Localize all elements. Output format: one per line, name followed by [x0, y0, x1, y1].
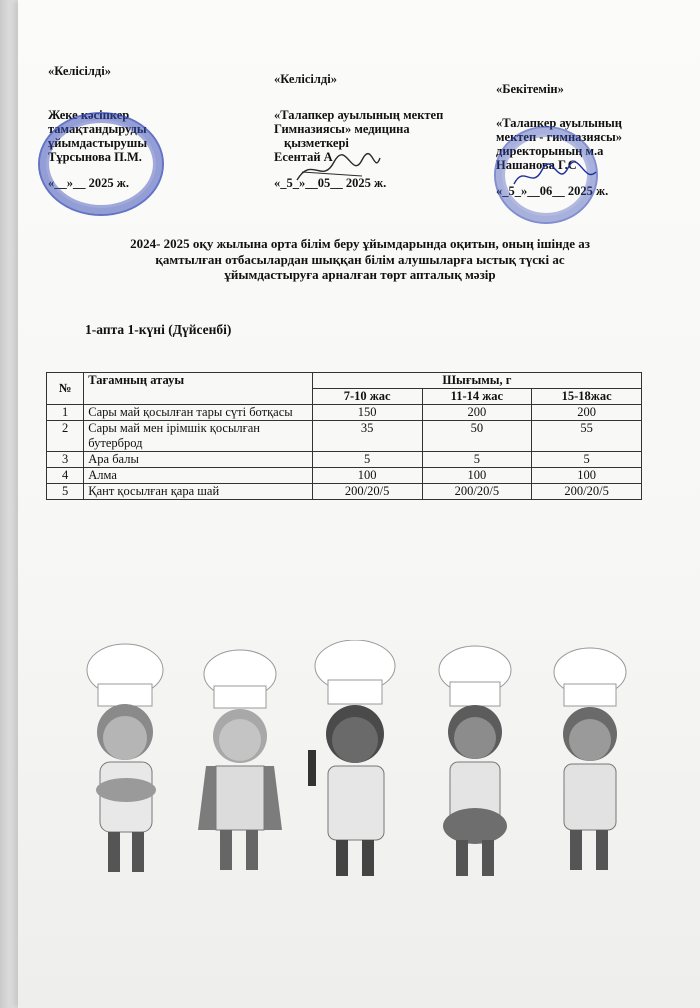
yield-value: 50 — [422, 421, 532, 452]
approval-line: Жеке кәсіпкер — [48, 108, 130, 122]
signature-medic — [292, 150, 382, 190]
chef-child-2 — [198, 650, 282, 870]
yield-value: 5 — [422, 452, 532, 468]
menu-table — [46, 372, 642, 500]
age-group-header: 11-14 жас — [422, 389, 532, 405]
col-header-name: Тағамның атауы — [84, 373, 313, 405]
dish-name: Ара балы — [84, 452, 313, 468]
table-header-row — [47, 373, 642, 389]
yield-value: 55 — [532, 421, 642, 452]
col-header-yield: Шығымы, г — [312, 373, 641, 389]
title-line: қамтылған отбасылардан шыққан білім алушыларға ыстық түскі ас — [155, 251, 565, 267]
yield-value: 200 — [422, 405, 532, 421]
yield-value: 200 — [532, 405, 642, 421]
approval-heading: «Келісілді» — [274, 72, 337, 86]
yield-value: 100 — [532, 468, 642, 484]
approval-line: Есентай А — [274, 150, 333, 164]
row-num: 5 — [47, 484, 84, 500]
row-num: 3 — [47, 452, 84, 468]
age-group-header: 15-18жас — [532, 389, 642, 405]
approval-line: «Талапкер ауылының — [496, 116, 623, 130]
week-day-heading: 1-апта 1-күні (Дүйсенбі) — [85, 322, 232, 337]
approval-date: «__»__ 2025 ж. — [48, 176, 129, 190]
table-row — [47, 452, 642, 468]
approval-line: Гимназиясы» медицина — [274, 122, 410, 136]
row-num: 2 — [47, 421, 84, 452]
yield-value: 150 — [312, 405, 422, 421]
yield-value: 5 — [312, 452, 422, 468]
approval-heading: «Келісілді» — [48, 64, 111, 78]
row-num: 1 — [47, 405, 84, 421]
chef-child-5 — [554, 648, 626, 870]
approval-line: ұйымдастырушы — [48, 136, 148, 150]
yield-value: 200/20/5 — [422, 484, 532, 500]
age-group-header: 7-10 жас — [312, 389, 422, 405]
yield-value: 200/20/5 — [312, 484, 422, 500]
col-header-num: № — [47, 373, 84, 405]
dish-name: Сары май қосылған тары сүті ботқасы — [84, 405, 313, 421]
chef-child-3 — [308, 640, 395, 876]
official-seal-stamp — [38, 112, 164, 216]
approval-line: мектеп - гимназиясы» — [496, 130, 622, 144]
title-line: 2024- 2025 оқу жылына орта білім беру ұйымдарында оқитын, оның ішінде аз — [130, 236, 590, 251]
approval-line: директорының м.а — [496, 144, 604, 158]
chef-child-1 — [87, 644, 163, 872]
document-title — [60, 236, 660, 283]
yield-value: 5 — [532, 452, 642, 468]
chef-child-4 — [439, 646, 511, 876]
approval-date: «_5_»__05__ 2025 ж. — [274, 176, 387, 190]
signature-director — [510, 160, 600, 194]
dish-name: Сары май мен ірімшік қосылған бутерброд — [84, 421, 313, 452]
dish-name: Алма — [84, 468, 313, 484]
table-row — [47, 468, 642, 484]
approval-line: қызметкері — [284, 136, 349, 150]
title-line: ұйымдастыруға арналған төрт апталық мәзір — [224, 267, 496, 282]
table-row — [47, 484, 642, 500]
approval-line: Тұрсынова П.М. — [48, 150, 142, 164]
child-chefs-illustration — [70, 640, 650, 900]
yield-value: 100 — [422, 468, 532, 484]
approval-heading: «Бекітемін» — [496, 82, 564, 96]
yield-value: 100 — [312, 468, 422, 484]
approval-line: Нашанова Г.С — [496, 158, 577, 172]
row-num: 4 — [47, 468, 84, 484]
approval-date: «_5_»__06__ 2025 ж. — [496, 184, 609, 198]
approval-line: «Талапкер ауылының мектеп — [274, 108, 444, 122]
yield-value: 200/20/5 — [532, 484, 642, 500]
dish-name: Қант қосылған қара шай — [84, 484, 313, 500]
table-row — [47, 405, 642, 421]
approval-line: тамақтандыруды — [48, 122, 147, 136]
yield-value: 35 — [312, 421, 422, 452]
table-row — [47, 421, 642, 452]
